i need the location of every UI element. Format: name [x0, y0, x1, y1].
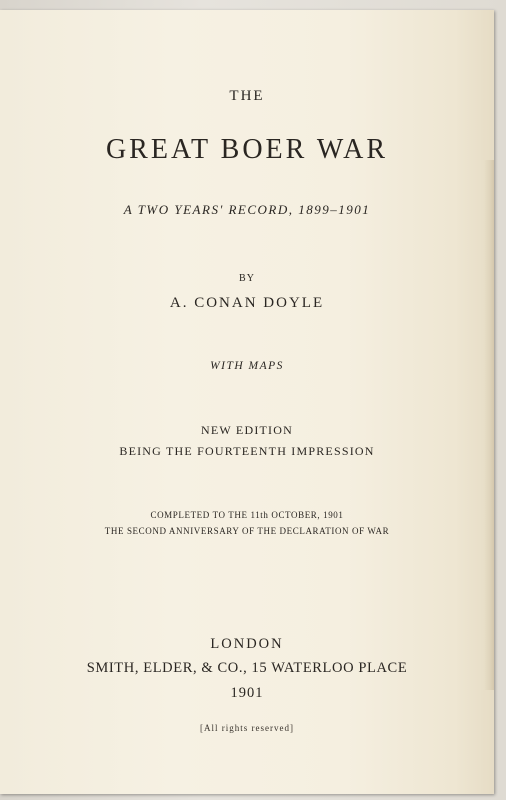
book-subtitle: A TWO YEARS' RECORD, 1899–1901 [123, 202, 371, 217]
edition-line: NEW EDITION [201, 423, 293, 437]
author-name: A. CONAN DOYLE [169, 295, 325, 311]
rights-notice: [All rights reserved] [200, 723, 294, 733]
title-article: THE [229, 88, 265, 104]
imprint-publisher: SMITH, ELDER, & CO., 15 WATERLOO PLACE [86, 660, 408, 676]
completed-note: COMPLETED TO THE 11th OCTOBER, 1901 [150, 510, 344, 520]
imprint-city: LONDON [210, 636, 284, 652]
title-page [0, 10, 494, 794]
anniversary-note: THE SECOND ANNIVERSARY OF THE DECLARATION OF WAR [104, 526, 390, 536]
impression-line: BEING THE FOURTEENTH IMPRESSION [119, 444, 375, 458]
book-title: GREAT BOER WAR [105, 134, 389, 165]
imprint-year: 1901 [230, 685, 264, 701]
by-line: BY [239, 273, 255, 284]
with-maps-note: WITH MAPS [210, 360, 284, 372]
